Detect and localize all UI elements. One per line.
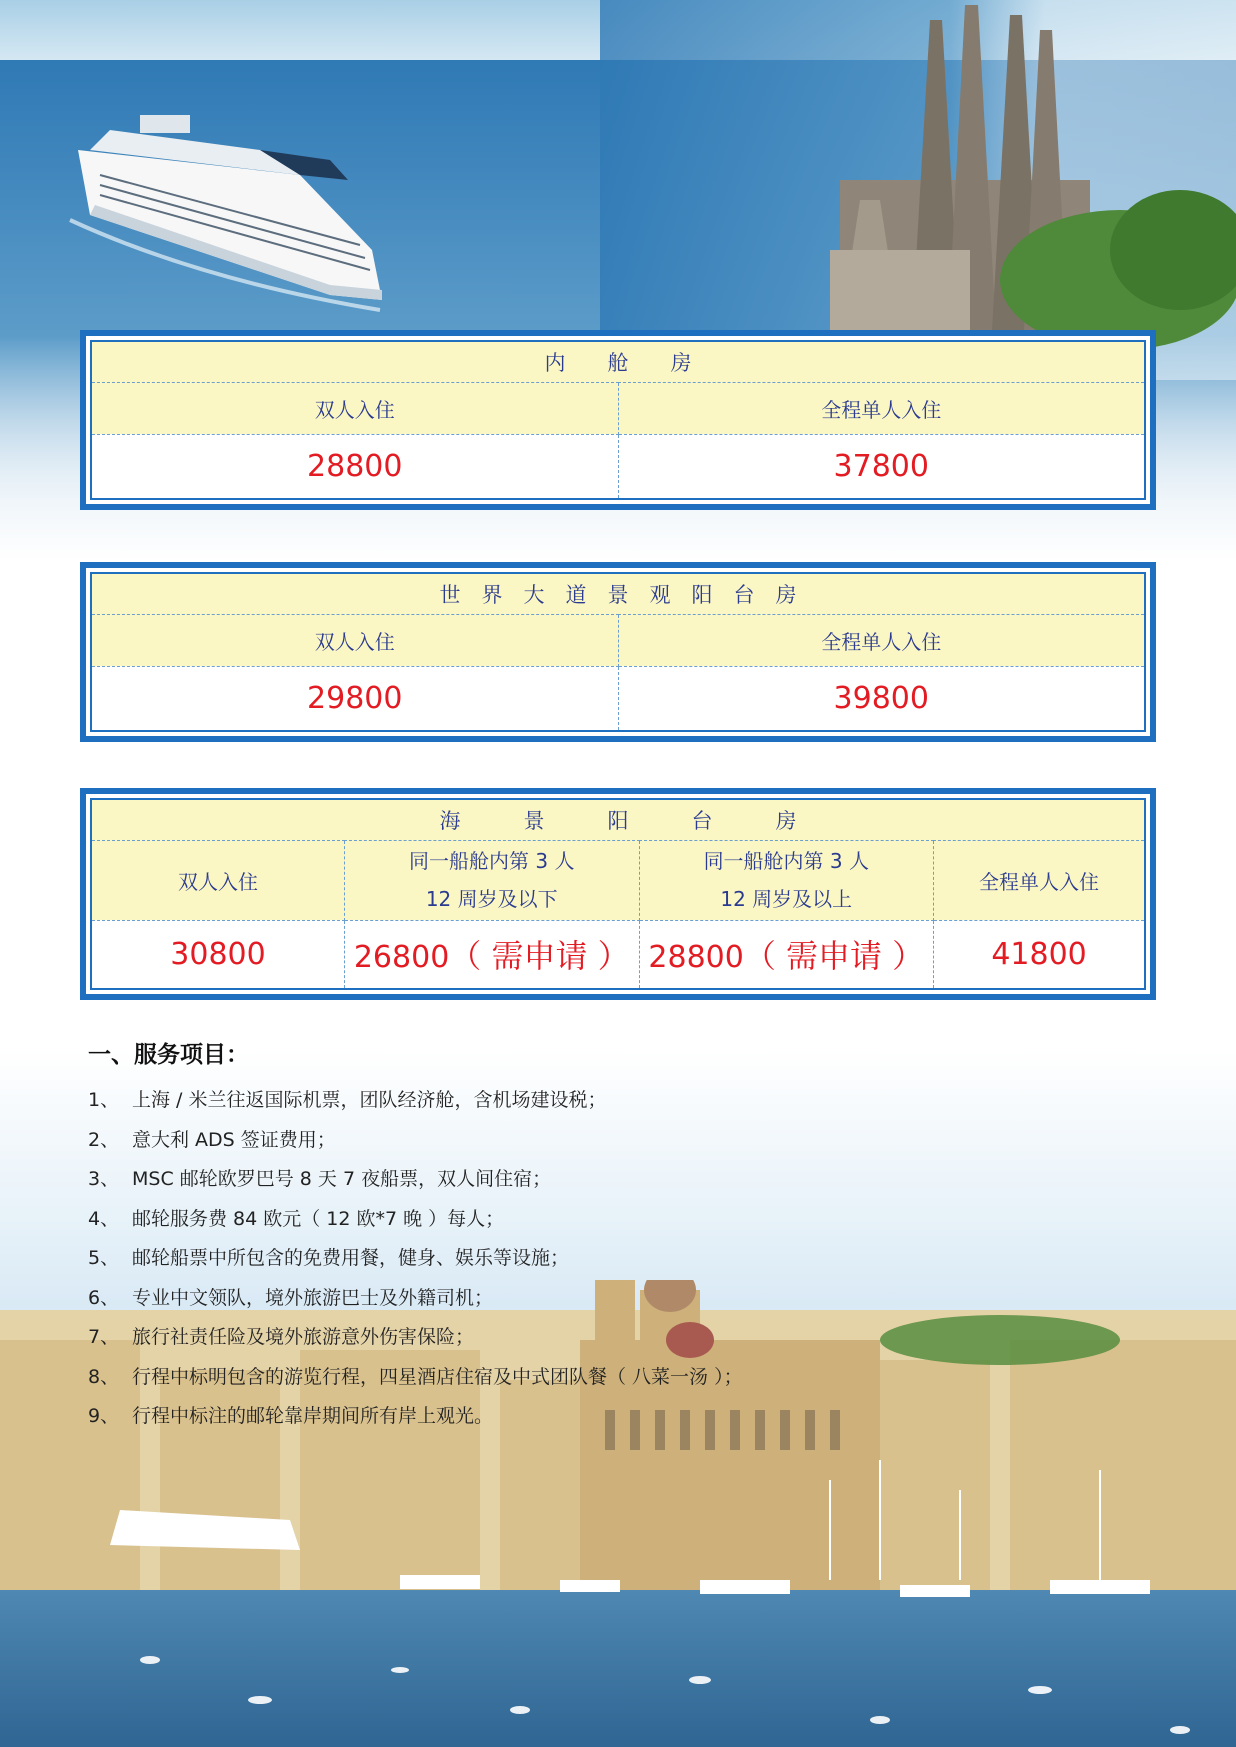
table-title: 内 舱 房 xyxy=(92,342,1144,382)
header-line: 12 周岁及以上 xyxy=(720,887,853,911)
header-line: 同一船舱内第 3 人 xyxy=(703,849,870,873)
header-line: 全程单人入住 xyxy=(979,869,1100,894)
list-item xyxy=(88,1160,988,1200)
column-header-double: 双人入住 xyxy=(92,382,618,434)
price-single xyxy=(934,920,1144,988)
services-heading: 一、服务项目： xyxy=(88,1042,249,1068)
header-line: 同一船舱内第 3 人 xyxy=(409,849,575,873)
item-number: 7、 xyxy=(88,1326,120,1348)
list-item xyxy=(88,1318,988,1358)
list-item xyxy=(88,1279,988,1319)
item-number: 3、 xyxy=(88,1168,120,1190)
item-text: 行程中标明包含的游览行程，四星酒店住宿及中式团队餐（ 八菜一汤 ）； xyxy=(132,1365,743,1388)
list-item xyxy=(88,1081,988,1121)
item-text: 专业中文领队，境外旅游巴士及外籍司机； xyxy=(132,1286,494,1309)
item-text: 上海 / 米兰往返国际机票，团队经济舱，含机场建设税； xyxy=(132,1089,607,1111)
services-list xyxy=(88,1081,988,1437)
list-item xyxy=(88,1239,988,1279)
apply-required-note: （ 需申请 ） xyxy=(743,937,925,976)
apply-required-note: （ 需申请 ） xyxy=(449,937,630,976)
column-header-single: 全程单人入住 xyxy=(618,614,1144,666)
price-single: 37800 xyxy=(618,434,1144,498)
item-number: 8、 xyxy=(88,1365,120,1388)
price-single: 39800 xyxy=(618,666,1144,730)
item-text: 邮轮服务费 84 欧元（ 12 欧*7 晚 ）每人； xyxy=(132,1207,505,1230)
item-number: 5、 xyxy=(88,1247,120,1269)
price-value: 26800 xyxy=(353,940,450,976)
item-number: 2、 xyxy=(88,1128,120,1151)
column-header-third-child xyxy=(344,840,639,920)
header-line: 双人入住 xyxy=(177,869,258,894)
column-header-third-adult xyxy=(639,840,934,920)
item-text: 邮轮船票中所包含的免费用餐，健身、娱乐等设施； xyxy=(132,1247,570,1269)
list-item xyxy=(88,1397,988,1437)
item-text: 旅行社责任险及境外旅游意外伤害保险； xyxy=(132,1326,475,1348)
column-header-double: 双人入住 xyxy=(92,614,618,666)
price-value: 30800 xyxy=(170,936,266,972)
list-item xyxy=(88,1121,988,1161)
item-number: 9、 xyxy=(88,1405,120,1427)
price-table-inside-cabin xyxy=(80,330,1156,510)
price-value: 28800 xyxy=(648,940,744,976)
services-section xyxy=(88,1036,988,1437)
column-header-single xyxy=(934,840,1144,920)
header-line: 12 周岁及以下 xyxy=(425,887,558,911)
price-table-promenade-balcony xyxy=(80,562,1156,742)
table-title: 世 界 大 道 景 观 阳 台 房 xyxy=(92,574,1144,614)
price-third-child xyxy=(344,920,639,988)
item-number: 6、 xyxy=(88,1286,120,1309)
price-double: 28800 xyxy=(92,434,618,498)
list-item xyxy=(88,1358,988,1398)
column-header-single: 全程单人入住 xyxy=(618,382,1144,434)
item-text: 意大利 ADS 签证费用； xyxy=(132,1128,336,1151)
price-double xyxy=(92,920,344,988)
item-number: 1、 xyxy=(88,1089,120,1111)
list-item xyxy=(88,1200,988,1240)
price-value: 41800 xyxy=(991,936,1087,972)
item-text: MSC 邮轮欧罗巴号 8 天 7 夜船票，双人间住宿； xyxy=(132,1168,552,1190)
item-number: 4、 xyxy=(88,1207,120,1230)
column-header-double xyxy=(92,840,344,920)
item-text: 行程中标注的邮轮靠岸期间所有岸上观光。 xyxy=(132,1405,494,1427)
price-table-ocean-view-balcony xyxy=(80,788,1156,1000)
price-third-adult xyxy=(639,920,934,988)
price-double: 29800 xyxy=(92,666,618,730)
table-title: 海 景 阳 台 房 xyxy=(92,800,1144,840)
